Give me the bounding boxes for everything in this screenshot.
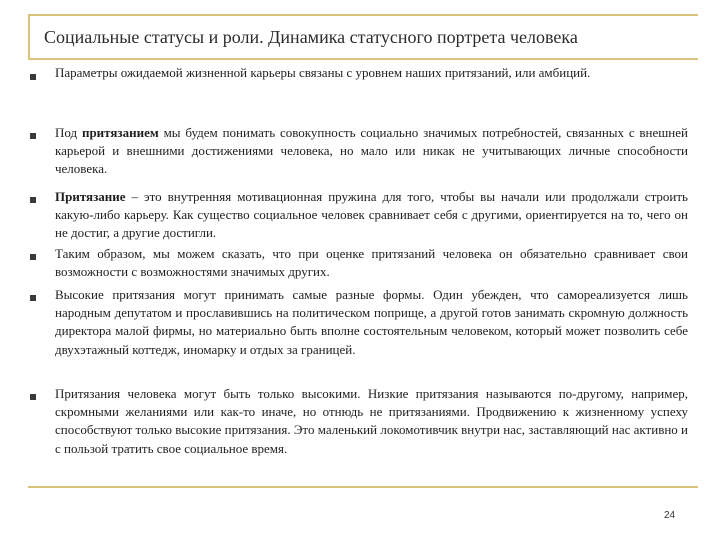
- square-bullet-icon: [30, 295, 36, 301]
- paragraph-1-text: Параметры ожидаемой жизненной карьеры связаны с уровнем наших притязаний, или амбиций.: [55, 65, 591, 80]
- square-bullet-icon: [30, 74, 36, 80]
- paragraph-4: [55, 245, 688, 281]
- paragraph-2: [55, 124, 688, 179]
- paragraph-3-term: Притязание: [55, 189, 126, 204]
- paragraph-5-text: Высокие притязания могут принимать самые разные формы. Один убежден, что самореализуется лишь народным депутатом и прославившись на политическом поприще, а другой готов занимать скромную должность директора малой фирмы, но материально быть вполне состоятельным человеком, который может позволить себе двухэтажный коттедж, иномарку и отдых за границей.: [55, 287, 688, 357]
- paragraph-2-prefix: Под: [55, 125, 82, 140]
- paragraph-6: [55, 385, 688, 458]
- paragraph-2-text: мы будем понимать совокупность социально значимых потребностей, связанных с внешней карьерой и внешними достижениями человека, но мало или никак не учитывающих личные способности человека.: [55, 125, 688, 177]
- paragraph-5: [55, 286, 688, 359]
- paragraph-1: [55, 64, 688, 82]
- square-bullet-icon: [30, 394, 36, 400]
- slide-title: Социальные статусы и роли. Динамика статусного портрета человека: [44, 27, 578, 47]
- paragraph-3: [55, 188, 688, 243]
- square-bullet-icon: [30, 254, 36, 260]
- footer-rule: [28, 486, 698, 488]
- square-bullet-icon: [30, 133, 36, 139]
- title-bottom-rule: [28, 58, 698, 60]
- square-bullet-icon: [30, 197, 36, 203]
- paragraph-2-term: притязанием: [81, 125, 159, 140]
- page-number: 24: [664, 510, 676, 521]
- paragraph-4-text: Таким образом, мы можем сказать, что при оценке притязаний человека он обязательно сравнивает свои возможности с возможностями значимых других.: [55, 246, 688, 280]
- title-left-rule: [28, 14, 30, 60]
- paragraph-3-text: – это внутренняя мотивационная пружина для того, чтобы вы начали или продолжали строить какую-либо карьеру. Как существо социальное человек сравнивает себя с другими, ориентируется на то, чего он не достиг, а другие достигли.: [55, 189, 688, 241]
- title-top-rule: [28, 14, 698, 16]
- paragraph-6-text: Притязания человека могут быть только высокими. Низкие притязания называются по-другому, например, скромными желаниями или как-то иначе, но отнюдь не притязаниями. Продвижению к жизненному успеху способствуют только высокие притязания. Это маленький локомотивчик внутри нас, заставляющий нас активно и с пользой тратить свое социальное время.: [55, 386, 688, 456]
